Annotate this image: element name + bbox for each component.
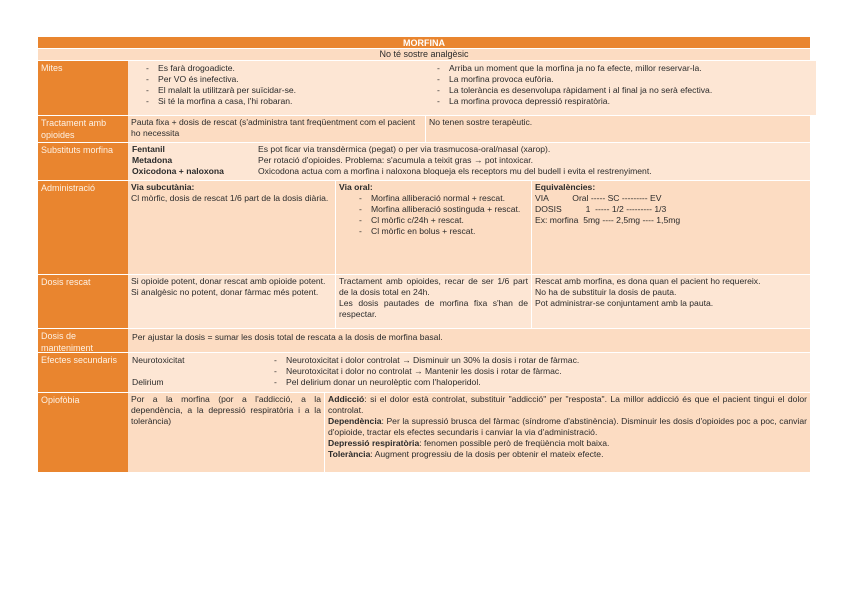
admin-eq-line: VIA Oral ----- SC --------- EV <box>535 193 662 203</box>
row-efectes <box>38 353 810 393</box>
substitut-item <box>132 144 806 155</box>
list-item: - La morfina provoca depressió respiratòria. <box>435 96 809 107</box>
row-body <box>128 329 810 352</box>
opiofobia-addiccio <box>328 394 807 416</box>
admin-equivalencies <box>531 181 810 274</box>
definition: : si el dolor està controlat, substituir "addicció" per "resposta". La millor addicció és que el pacient tingui el dolor controlat. <box>328 394 807 415</box>
row-body <box>128 275 810 328</box>
rescat-col-3 <box>531 275 810 328</box>
row-label: Dosis rescat <box>38 275 128 328</box>
row-rescat <box>38 275 810 329</box>
mites-right <box>432 62 812 114</box>
efectes-delirium: Delirium <box>132 377 164 387</box>
opiofobia-dependencia <box>328 416 807 438</box>
row-opiofobia <box>38 393 810 473</box>
definition: : Augment progressiu de la dosis per obtenir el mateix efecte. <box>370 449 604 459</box>
list-item: - Arriba un moment que la morfina ja no fa efecte, millor reservar-la. <box>435 63 809 74</box>
mites-left <box>132 62 432 114</box>
definition: : Per la supressió brusca del fàrmac (síndrome d'abstinència). Disminuir les dosis d'opioides poc a poc, canviar d'opioide, tractar els efectes secundaris i canviar la via d'administració. <box>328 416 807 437</box>
row-body <box>128 353 810 392</box>
term: Depressió respiratòria <box>328 438 420 448</box>
substitut-item <box>132 166 806 177</box>
efectes-left <box>132 354 272 391</box>
row-label: Substituts morfina <box>38 143 128 180</box>
row-manteniment <box>38 329 810 353</box>
table-subtitle: No té sostre analgèsic <box>38 49 810 61</box>
list-item: - La morfina provoca eufòria. <box>435 74 809 85</box>
rescat-col-2 <box>335 275 531 328</box>
morfina-table <box>38 37 810 473</box>
substitut-desc: Oxicodona actua com a morfina i naloxona bloqueja els receptors mu del budell i evita el restrenyiment. <box>258 166 652 176</box>
admin-oral <box>335 181 531 274</box>
definition: : fenomen possible però de freqüència molt baixa. <box>419 438 610 448</box>
row-administracio <box>38 181 810 275</box>
rescat-text: No ha de substituir la dosis de pauta. <box>535 287 677 297</box>
admin-eq-line: Ex: morfina 5mg ---- 2,5mg ---- 1,5mg <box>535 215 681 225</box>
tractament-b: No tenen sostre terapèutic. <box>425 116 810 142</box>
rescat-text: Pot administrar-se conjuntament amb la pauta. <box>535 298 714 308</box>
opiofobia-right <box>324 393 810 472</box>
row-label: Opiofòbia <box>38 393 128 472</box>
substitut-name: Fentanil <box>132 144 165 154</box>
list-item: - Per VO és inefectiva. <box>144 74 429 85</box>
substitut-name: Metadona <box>132 155 173 165</box>
row-label: Mites <box>38 61 128 115</box>
row-body <box>128 143 810 180</box>
admin-sc-title: Via subcutània: <box>131 182 195 192</box>
efectes-neuro: Neurotoxicitat <box>132 355 185 365</box>
opiofobia-tolerancia <box>328 449 807 460</box>
tractament-a: Pauta fixa + dosis de rescat (s'administra tant freqüentment com el pacient ho necessita <box>131 117 416 138</box>
list-item: - Es farà drogoadicte. <box>144 63 429 74</box>
list-item: - Si té la morfina a casa, l'hi robaran. <box>144 96 429 107</box>
substitut-name: Oxicodona + naloxona <box>132 166 224 176</box>
term: Dependència <box>328 416 382 426</box>
rescat-text: Si opioide potent, donar rescat amb opioide potent. <box>131 276 326 286</box>
row-body <box>128 61 816 115</box>
admin-subcutania <box>128 181 335 274</box>
opiofobia-left: Por a la morfina (por a l'addicció, a la dependència, a la depressió respiratòria i a la tolerància) <box>131 394 321 426</box>
term: Tolerància <box>328 449 371 459</box>
row-tractament <box>38 116 810 143</box>
opiofobia-depressio <box>328 438 807 449</box>
rescat-text: Tractament amb opioides, recar de ser 1/6 part de la dosis total en 24h. <box>339 276 528 297</box>
table-title: MORFINA <box>38 37 810 49</box>
row-body <box>128 116 810 142</box>
admin-eq-line: DOSIS 1 ----- 1/2 --------- 1/3 <box>535 204 667 214</box>
row-label: Administració <box>38 181 128 274</box>
row-body <box>128 393 810 472</box>
row-substituts <box>38 143 810 181</box>
row-label: Efectes secundaris <box>38 353 128 392</box>
rescat-text: Rescat amb morfina, es dona quan el pacient ho requereix. <box>535 276 761 286</box>
rescat-text: Les dosis pautades de morfina fixa s'han de respectar. <box>339 298 528 319</box>
list-item: - Cl mòrfic c/24h + rescat. <box>357 215 528 226</box>
substitut-item <box>132 155 806 166</box>
admin-sc-text: Cl mòrfic, dosis de rescat 1/6 part de la dosis diària. <box>131 193 329 203</box>
row-label: Tractament amb opioides <box>38 116 128 142</box>
list-item: - Pel delirium donar un neurolèptic com l'haloperidol. <box>272 377 806 388</box>
list-item: - La tolerància es desenvolupa ràpidament i al final ja no serà efectiva. <box>435 85 809 96</box>
list-item: - Morfina alliberació normal + rescat. <box>357 193 528 204</box>
admin-oral-title: Via oral: <box>339 182 373 192</box>
rescat-text: Si analgèsic no potent, donar fàrmac més potent. <box>131 287 319 297</box>
list-item: - Cl mòrfic en bolus + rescat. <box>357 226 528 237</box>
row-body <box>128 181 810 274</box>
substitut-desc: Per rotació d'opioides. Problema: s'acumula a teixit gras → pot intoxicar. <box>258 155 534 165</box>
manteniment-text: Per ajustar la dosis = sumar les dosis total de rescata a la dosis de morfina basal. <box>132 332 443 342</box>
list-item: - Neurotoxicitat i dolor controlat → Disminuir un 30% la dosis i rotar de fàrmac. <box>272 355 806 366</box>
efectes-right <box>272 354 806 391</box>
list-item: - El malalt la utilitzarà per suïcidar-se. <box>144 85 429 96</box>
admin-eq-title: Equivalències: <box>535 182 596 192</box>
row-mites <box>38 61 810 116</box>
term: Addicció <box>328 394 365 404</box>
list-item: - Morfina alliberació sostinguda + rescat. <box>357 204 528 215</box>
row-label: Dosis de manteniment <box>38 329 128 352</box>
rescat-col-1 <box>128 275 335 328</box>
list-item: - Neurotoxicitat i dolor no controlat → Mantenir les dosis i rotar de fàrmac. <box>272 366 806 377</box>
substitut-desc: Es pot ficar via transdèrmica (pegat) o per via trasmucosa-oral/nasal (xarop). <box>258 144 551 154</box>
